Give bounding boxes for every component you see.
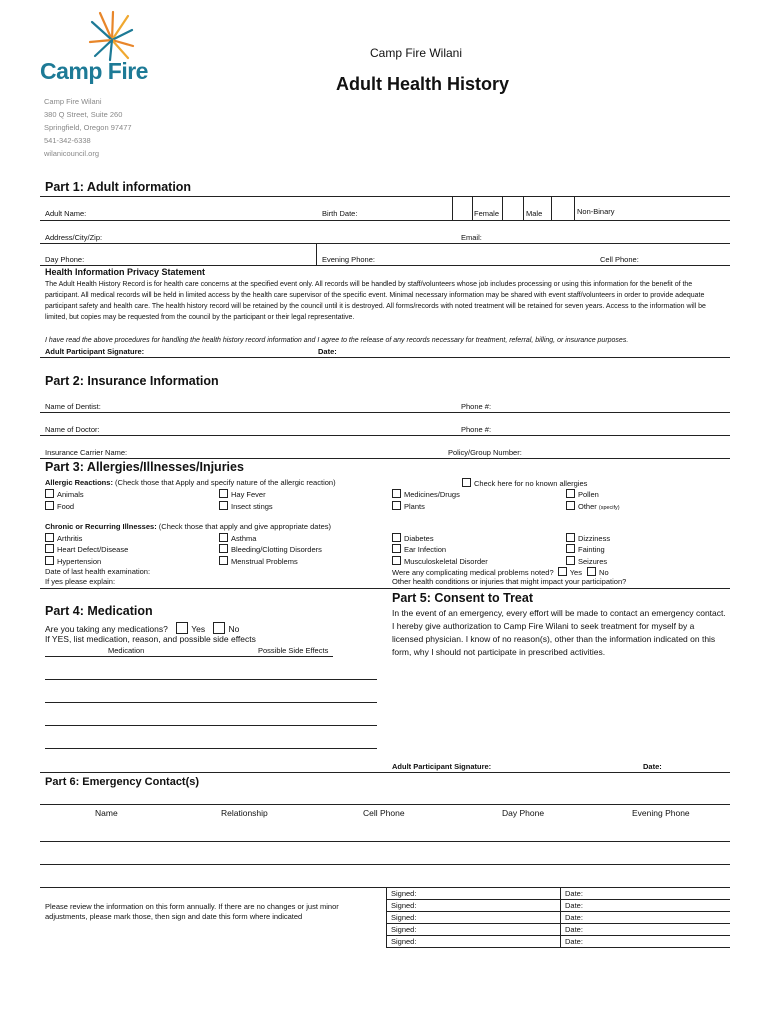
medication-line[interactable] — [45, 702, 377, 703]
col-relationship: Relationship — [221, 808, 268, 818]
part2-title: Part 2: Insurance Information — [45, 374, 219, 388]
yes-label: Yes — [569, 568, 582, 577]
part5-title: Part 5: Consent to Treat — [392, 591, 533, 605]
yes-label: Yes — [191, 624, 206, 634]
seizures-label: Seizures — [578, 557, 608, 566]
bleeding-label: Bleeding/Clotting Disorders — [231, 545, 322, 554]
checkbox-icon[interactable] — [566, 501, 575, 510]
animals-checkbox[interactable] — [45, 489, 84, 500]
carrier-field[interactable]: Insurance Carrier Name: — [45, 448, 128, 457]
ear-checkbox[interactable] — [392, 544, 446, 555]
participant-signature-field[interactable]: Adult Participant Signature: — [45, 347, 145, 356]
part4-title: Part 4: Medication — [45, 604, 153, 618]
address-line: 541-342-6338 — [44, 136, 91, 145]
review-signed-field[interactable]: Signed: — [391, 937, 417, 946]
menstrual-checkbox[interactable] — [219, 556, 298, 567]
no-known-allergies-checkbox[interactable] — [462, 478, 587, 489]
checkbox-icon[interactable] — [392, 544, 401, 553]
arthritis-checkbox[interactable] — [45, 533, 82, 544]
review-date-field[interactable]: Date: — [565, 925, 583, 934]
review-instructions-line1: Please review the information on this form annually. If there are no changes or just minor — [45, 902, 339, 911]
checkbox-icon[interactable] — [392, 501, 401, 510]
col-day: Day Phone — [502, 808, 545, 818]
col-name: Name — [95, 808, 118, 818]
address-line: 380 Q Street, Suite 260 — [44, 110, 123, 119]
review-date-field[interactable]: Date: — [565, 913, 583, 922]
yes-checkbox-icon[interactable] — [176, 622, 188, 634]
no-label: No — [599, 568, 609, 577]
medication-line[interactable] — [45, 725, 377, 726]
arthritis-label: Arthritis — [57, 534, 83, 543]
chronic-heading — [45, 522, 331, 532]
checkbox-icon[interactable] — [219, 533, 228, 542]
nonbinary-checkbox-label[interactable]: Non-Binary — [577, 207, 615, 216]
part3-title: Part 3: Allergies/Illnesses/Injuries — [45, 460, 244, 474]
other-checkbox[interactable] — [566, 501, 620, 513]
male-checkbox-label[interactable]: Male — [526, 209, 543, 218]
part1-title: Part 1: Adult information — [45, 180, 192, 194]
consent-date-field[interactable]: Date: — [643, 762, 662, 771]
other-label: Other — [578, 502, 597, 511]
allergic-reactions-heading — [45, 478, 336, 488]
day-phone-field[interactable]: Day Phone: — [45, 255, 85, 264]
plants-label: Plants — [404, 502, 425, 511]
checkbox-icon[interactable] — [45, 556, 54, 565]
review-date-field[interactable]: Date: — [565, 901, 583, 910]
form-title: Adult Health History — [336, 74, 510, 94]
heart-checkbox[interactable] — [45, 544, 128, 555]
address-line: Camp Fire Wilani — [44, 97, 102, 106]
medication-line[interactable] — [45, 748, 377, 749]
insect-checkbox[interactable] — [219, 501, 273, 512]
menstrual-label: Menstrual Problems — [231, 557, 298, 566]
asthma-label: Asthma — [231, 534, 257, 543]
insect-label: Insect stings — [231, 502, 273, 511]
musculo-checkbox[interactable] — [392, 556, 488, 567]
heart-label: Heart Defect/Disease — [57, 545, 129, 554]
pollen-checkbox[interactable] — [566, 489, 599, 500]
cell-phone-field[interactable]: Cell Phone: — [600, 255, 639, 264]
asthma-checkbox[interactable] — [219, 533, 256, 544]
animals-label: Animals — [57, 490, 84, 499]
org-name: Camp Fire Wilani — [370, 46, 463, 60]
policy-field[interactable]: Policy/Group Number: — [448, 448, 522, 457]
col-side-effects: Possible Side Effects — [258, 646, 329, 655]
checkbox-icon[interactable] — [566, 533, 575, 542]
diabetes-label: Diabetes — [404, 534, 434, 543]
dentist-field[interactable]: Name of Dentist: — [45, 402, 101, 411]
fainting-checkbox[interactable] — [566, 544, 605, 555]
seizures-checkbox[interactable] — [566, 556, 607, 567]
musculo-label: Musculoskeletal Disorder — [404, 557, 488, 566]
checkbox-icon[interactable] — [566, 489, 575, 498]
bleeding-checkbox[interactable] — [219, 544, 322, 555]
col-evening: Evening Phone — [632, 808, 690, 818]
no-checkbox-icon[interactable] — [587, 567, 596, 576]
evening-phone-field[interactable]: Evening Phone: — [322, 255, 375, 264]
allergic-hint: (Check those that Apply and specify nature of the allergic reaction) — [115, 478, 336, 487]
campfire-logo-icon — [40, 10, 150, 62]
medication-line[interactable] — [45, 679, 377, 680]
review-date-field[interactable]: Date: — [565, 889, 583, 898]
checkbox-icon[interactable] — [45, 489, 54, 498]
medication-question — [45, 622, 239, 634]
address-line: wilanicouncil.org — [44, 149, 100, 158]
privacy-agreement: I have read the above procedures for handling the health history record information and I agree to the release of any records necessary for treatment, referral, billing, or insurance purposes. — [45, 337, 629, 344]
part6-title: Part 6: Emergency Contact(s) — [45, 776, 200, 788]
fainting-label: Fainting — [578, 545, 605, 554]
review-signed-field[interactable]: Signed: — [391, 889, 417, 898]
explain-field[interactable]: If yes please explain: — [45, 577, 116, 586]
address-line: Springfield, Oregon 97477 — [44, 123, 132, 132]
yes-checkbox-icon[interactable] — [558, 567, 567, 576]
food-label: Food — [57, 502, 75, 511]
medication-instructions: If YES, list medication, reason, and possible side effects — [45, 634, 256, 644]
logo — [40, 10, 150, 85]
col-medication: Medication — [108, 646, 145, 655]
checkbox-icon[interactable] — [45, 533, 54, 542]
chronic-hint: (Check those that apply and give appropriate dates) — [158, 522, 331, 531]
no-known-label: Check here for no known allergies — [474, 479, 588, 488]
review-signed-field[interactable]: Signed: — [391, 913, 417, 922]
female-checkbox-label[interactable]: Female — [474, 209, 500, 218]
diabetes-checkbox[interactable] — [392, 533, 434, 544]
checkbox-icon[interactable] — [45, 501, 54, 510]
medication-question-label: Are you taking any medications? — [45, 624, 168, 634]
hypertension-checkbox[interactable] — [45, 556, 101, 567]
food-checkbox[interactable] — [45, 501, 74, 512]
hay-fever-label: Hay Fever — [231, 490, 266, 499]
email-field[interactable]: Email: — [461, 233, 482, 242]
medicines-label: Medicines/Drugs — [404, 490, 460, 499]
dizziness-label: Dizziness — [578, 534, 611, 543]
checkbox-icon[interactable] — [45, 544, 54, 553]
consent-text: In the event of an emergency, every effort will be made to contact an emergency contact. I hereby give authorization to Camp Fire Wilani to seek treatment for myself by a licensed physician. I know of no reason(s), other than the information indicated on this form, why I should not participate in prescribed activities. — [392, 608, 726, 657]
contact-row-line[interactable] — [40, 841, 730, 842]
chronic-label: Chronic or Recurring Illnesses: — [45, 522, 157, 531]
col-cell: Cell Phone — [363, 808, 405, 818]
doctor-field[interactable]: Name of Doctor: — [45, 425, 100, 434]
other-conditions-field[interactable]: Other health conditions or injuries that might impact your participation? — [392, 577, 627, 586]
checkbox-icon[interactable] — [566, 544, 575, 553]
allergic-label: Allergic Reactions: — [45, 478, 113, 487]
doctor-phone-field[interactable]: Phone #: — [461, 425, 492, 434]
medicines-checkbox[interactable] — [392, 489, 460, 500]
address-field[interactable]: Address/City/Zip: — [45, 233, 103, 242]
complicating-label: Were any complicating medical problems noted? — [392, 568, 554, 577]
no-label: No — [228, 624, 240, 634]
dentist-phone-field[interactable]: Phone #: — [461, 402, 492, 411]
privacy-text: The Adult Health History Record is for health care concerns at the specified event only. All records will be handled by staff/volunteers whose job includes processing or using this information for the benefit of the participant. All medical records will be held in limited access by the health care supervisor of the specific event. Minimal necessary information may be shared with event staff/volunteers in order to provide adequate participant safety and health care. The health history record will be retained by the council until it is destroyed. All forms/records with noted treatment will be retained for seven years. Access to the information will be limited, but copies may be requested from the council by the participant or their legal representative. — [45, 281, 706, 321]
specify-note: (specify) — [598, 505, 620, 511]
org-address — [44, 95, 132, 160]
privacy-title: Health Information Privacy Statement — [45, 267, 206, 277]
hay-fever-checkbox[interactable] — [219, 489, 266, 500]
contact-row-line[interactable] — [40, 864, 730, 865]
last-exam-field[interactable]: Date of last health examination: — [45, 567, 151, 576]
consent-signature-field[interactable]: Adult Participant Signature: — [392, 762, 492, 771]
birth-date-field[interactable]: Birth Date: — [322, 209, 358, 218]
checkbox-icon[interactable] — [462, 478, 471, 487]
checkbox-icon[interactable] — [392, 556, 401, 565]
checkbox-icon[interactable] — [392, 533, 401, 542]
checkbox-icon[interactable] — [219, 544, 228, 553]
review-signed-field[interactable]: Signed: — [391, 925, 417, 934]
plants-checkbox[interactable] — [392, 501, 425, 512]
checkbox-icon[interactable] — [219, 501, 228, 510]
review-signed-field[interactable]: Signed: — [391, 901, 417, 910]
dizziness-checkbox[interactable] — [566, 533, 610, 544]
signature-date-field[interactable]: Date: — [318, 347, 337, 356]
checkbox-icon[interactable] — [219, 489, 228, 498]
review-instructions-line2: adjustments, please mark those, then sign and date this form where indicated — [45, 912, 303, 921]
pollen-label: Pollen — [578, 490, 599, 499]
checkbox-icon[interactable] — [392, 489, 401, 498]
checkbox-icon[interactable] — [219, 556, 228, 565]
checkbox-icon[interactable] — [566, 556, 575, 565]
no-checkbox-icon[interactable] — [213, 622, 225, 634]
hypertension-label: Hypertension — [57, 557, 102, 566]
adult-name-field[interactable]: Adult Name: — [45, 209, 87, 218]
review-date-field[interactable]: Date: — [565, 937, 583, 946]
logo-text: Camp Fire — [40, 58, 148, 84]
ear-label: Ear Infection — [404, 545, 447, 554]
